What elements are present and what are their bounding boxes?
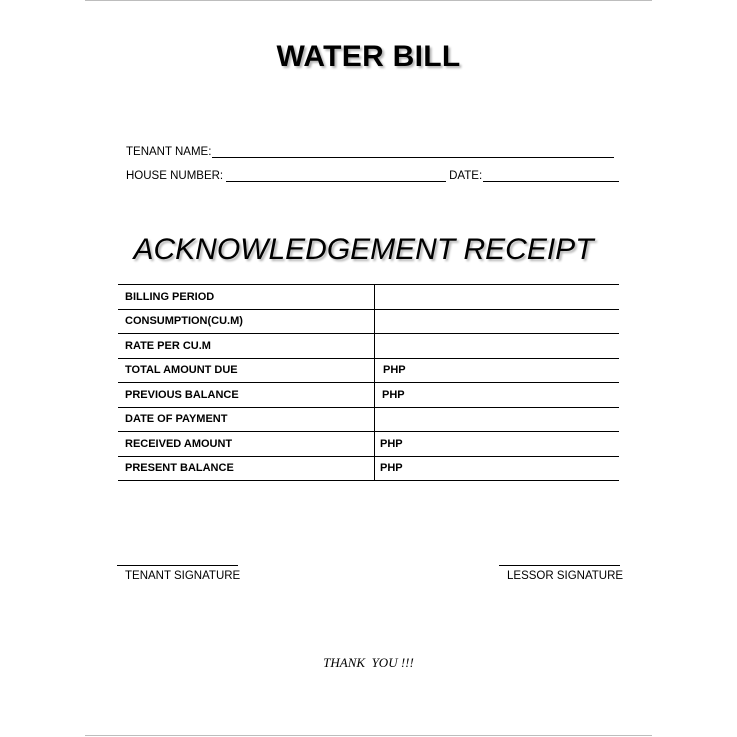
- row-value[interactable]: PHP: [375, 456, 620, 481]
- house-number-label: HOUSE NUMBER:: [126, 170, 224, 182]
- tenant-signature-label: TENANT SIGNATURE: [125, 570, 241, 582]
- table-row: [118, 456, 619, 481]
- row-label: DATE OF PAYMENT: [118, 407, 375, 432]
- row-value[interactable]: PHP: [375, 432, 620, 457]
- row-label: TOTAL AMOUNT DUE: [118, 358, 375, 383]
- thank-you-note: THANK YOU !!!: [323, 655, 414, 670]
- row-label: RECEIVED AMOUNT: [118, 432, 375, 457]
- tenant-name-blank[interactable]: [212, 146, 614, 158]
- page-bottom-edge: [85, 735, 652, 736]
- date-blank[interactable]: [483, 170, 619, 182]
- row-value[interactable]: [375, 407, 620, 432]
- page-top-edge: [85, 0, 652, 1]
- row-label: RATE PER CU.M: [118, 334, 375, 359]
- row-value[interactable]: [375, 309, 620, 334]
- row-label: PRESENT BALANCE: [118, 456, 375, 481]
- lessor-signature-line[interactable]: [499, 565, 620, 566]
- table-row: [118, 358, 619, 383]
- tenant-signature-line[interactable]: [117, 565, 238, 566]
- row-value[interactable]: [375, 285, 620, 310]
- tenant-name-label: TENANT NAME:: [126, 146, 212, 158]
- table-row: [118, 432, 619, 457]
- house-number-field: [126, 170, 619, 182]
- table-row: [118, 309, 619, 334]
- row-label: BILLING PERIOD: [118, 285, 375, 310]
- row-value[interactable]: PHP: [375, 383, 620, 408]
- lessor-signature-label: LESSOR SIGNATURE: [507, 570, 624, 582]
- table-row: [118, 285, 619, 310]
- row-value[interactable]: PHP: [375, 358, 620, 383]
- receipt-table: [118, 284, 619, 481]
- row-label: PREVIOUS BALANCE: [118, 383, 375, 408]
- table-row: [118, 407, 619, 432]
- row-label: CONSUMPTION(CU.M): [118, 309, 375, 334]
- house-number-blank[interactable]: [226, 170, 446, 182]
- tenant-name-field: [126, 146, 614, 158]
- table-row: [118, 383, 619, 408]
- table-row: [118, 334, 619, 359]
- document-title: WATER BILL: [276, 40, 461, 73]
- receipt-heading: ACKNOWLEDGEMENT RECEIPT: [133, 233, 594, 266]
- row-value[interactable]: [375, 334, 620, 359]
- date-label: DATE:: [449, 170, 483, 182]
